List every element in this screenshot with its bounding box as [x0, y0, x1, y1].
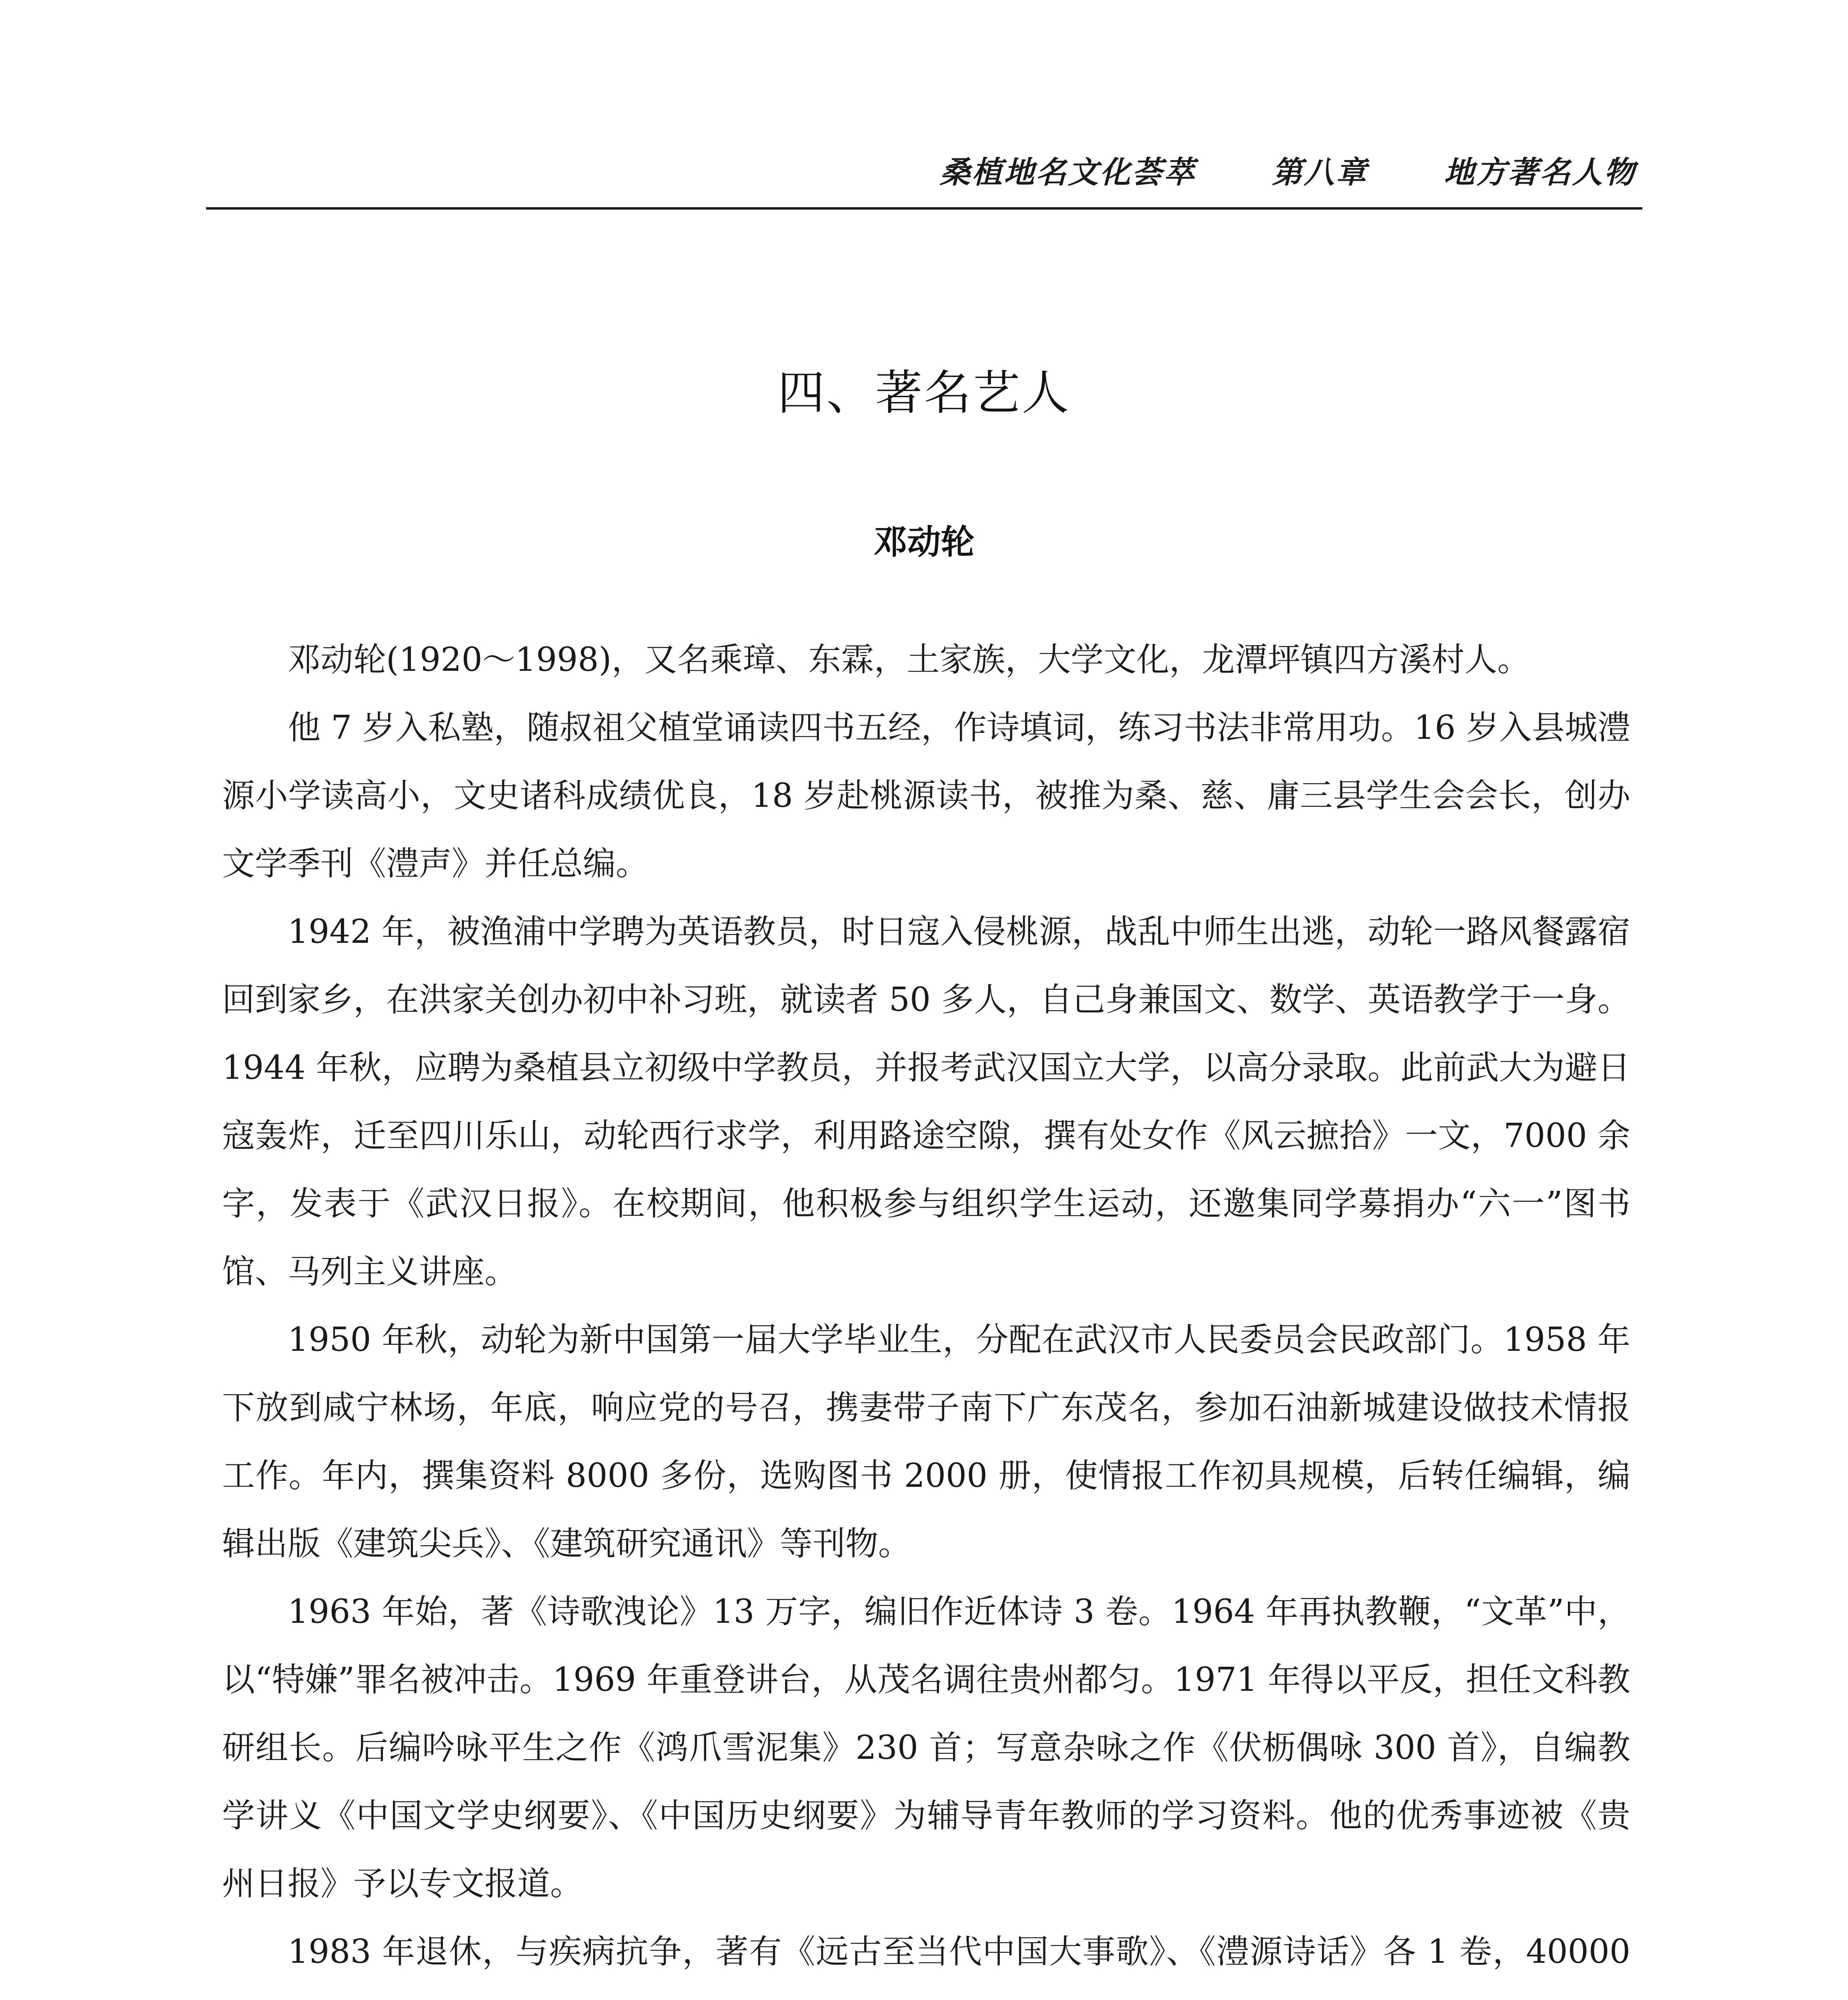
paragraph: 邓动轮(1920～1998)，又名乘璋、东霖，土家族，大学文化，龙潭坪镇四方溪村人。: [288, 641, 1530, 679]
paragraph: 他 7 岁入私塾，随叔祖父植堂诵读四书五经，作诗填词，练习书法非常用功。16 岁入县城澧源小学读高小，文史诸科成绩优良，18 岁赴桃源读书，被推为桑、慈、庸三县学生会会长，创办文学季刊《澧声》并任总编。: [222, 709, 1630, 883]
header-chapter: 第八章: [1272, 154, 1368, 190]
header-chapter-title: 地方著名人物: [1444, 154, 1636, 190]
paragraph: 1963 年始，著《诗歌洩论》13 万字，编旧作近体诗 3 卷。1964 年再执教鞭，“文革”中，以“特嫌”罪名被冲击。1969 年重登讲台，从茂名调往贵州都匀。1971 年得以平反，担任文科教研组长。后编吟咏平生之作《鸿爪雪泥集》230 首；写意杂咏之作《伏枥偶咏 300 首》，自编教学讲义《中国文学史纲要》、《中国历史纲要》为辅导青年教师的学习资料。他的优秀事迹被《贵州日报》予以专文报道。: [222, 1593, 1630, 1903]
person-name: 邓动轮: [873, 522, 975, 562]
paragraph: 1950 年秋，动轮为新中国第一届大学毕业生，分配在武汉市人民委员会民政部门。1958 年下放到咸宁林场，年底，响应党的号召，携妻带子南下广东茂名，参加石油新城建设做技术情报工作。年内，撰集资料 8000 多份，选购图书 2000 册，使情报工作初具规模，后转任编辑，编辑出版《建筑尖兵》、《建筑研究通讯》等刊物。: [222, 1321, 1630, 1563]
article-body: [222, 626, 1630, 2000]
header-book-title: 桑植地名文化荟萃: [940, 154, 1196, 190]
section-title: 四、著名艺人: [777, 365, 1071, 421]
paragraph: 1983 年退休，与疾病抗争，著有《远古至当代中国大事歌》、《澧源诗话》各 1 卷，40000: [288, 1933, 1630, 1971]
paragraph: 1942 年，被渔浦中学聘为英语教员，时日寇入侵桃源，战乱中师生出逃，动轮一路风餐露宿回到家乡，在洪家关创办初中补习班，就读者 50 多人，自己身兼国文、数学、英语教学于一身。1944 年秋，应聘为桑植县立初级中学教员，并报考武汉国立大学，以高分录取。此前武大为避日寇轰炸，迁至四川乐山，动轮西行求学，利用路途空隙，撰有处女作《风云摭拾》一文，7000 余字，发表于《武汉日报》。在校期间，他积极参与组织学生运动，还邀集同学募捐办“六一”图书馆、马列主义讲座。: [222, 913, 1630, 1291]
running-header: [940, 148, 1636, 192]
header-divider: [206, 207, 1642, 210]
